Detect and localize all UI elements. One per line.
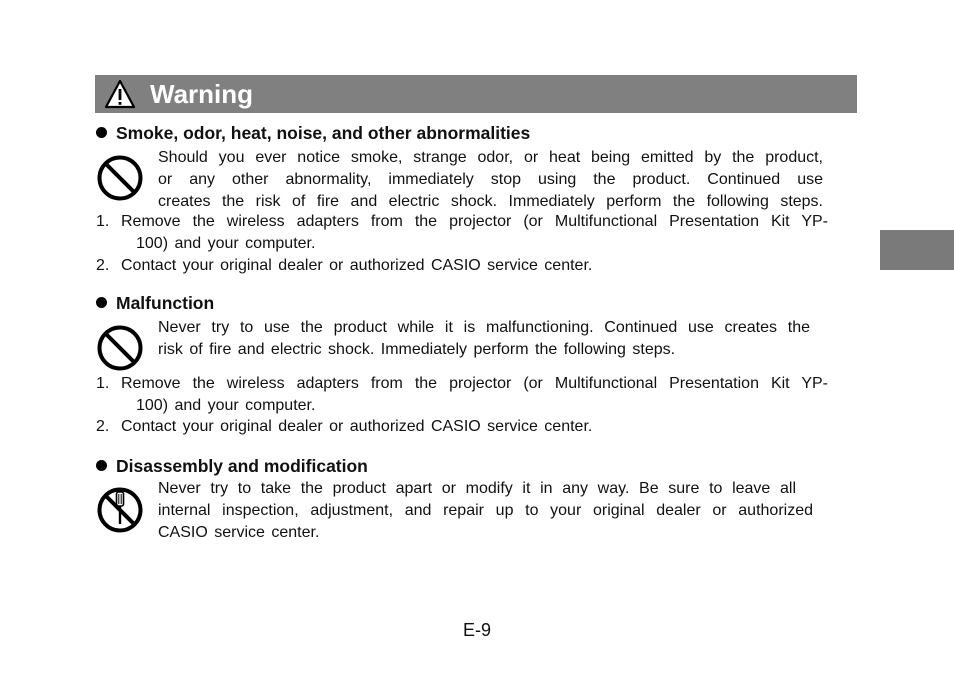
banner-title: Warning [150, 79, 254, 109]
section-paragraph-abnormalities [158, 147, 823, 213]
step-item [96, 416, 828, 438]
step-line: Remove the wireless adapters from the projector (or Multifunctional Presentation Kit YP- [121, 375, 828, 392]
paragraph-line: internal inspection, adjustment, and repair up to your original dealer or authorized [158, 502, 813, 519]
step-number: 1. [96, 213, 110, 230]
paragraph-line: creates the risk of fire and electric shock. Immediately perform the following steps. [158, 193, 823, 210]
warning-triangle-icon [104, 79, 136, 109]
warning-banner [95, 75, 857, 113]
heading-text: Malfunction [116, 293, 215, 313]
paragraph-line: Never try to take the product apart or modify it in any way. Be sure to leave all [158, 480, 796, 497]
section-paragraph-disassembly [158, 478, 813, 544]
section-heading-disassembly [96, 455, 368, 477]
paragraph-line: CASIO service center. [158, 524, 320, 541]
step-number: 1. [96, 375, 110, 392]
step-line: Remove the wireless adapters from the projector (or Multifunctional Presentation Kit YP- [121, 213, 828, 230]
bullet-icon [96, 127, 107, 138]
bullet-icon [96, 460, 107, 471]
step-item [96, 255, 828, 277]
step-number: 2. [96, 418, 110, 435]
paragraph-line: Never try to use the product while it is malfunctioning. Continued use creates the [158, 319, 810, 336]
step-number: 2. [96, 257, 110, 274]
prohibition-icon [96, 324, 144, 372]
section-heading-abnormalities [96, 122, 530, 144]
section-tab-marker [880, 230, 954, 270]
page-number: E-9 [462, 620, 491, 640]
step-item [96, 373, 828, 417]
step-item [96, 211, 828, 255]
paragraph-line: Should you ever notice smoke, strange odor, or heat being emitted by the product, [158, 149, 823, 166]
step-line: 100) and your computer. [136, 397, 316, 414]
section-heading-malfunction [96, 292, 214, 314]
prohibition-icon [96, 154, 144, 202]
no-disassembly-icon [96, 486, 144, 534]
heading-text: Disassembly and modification [116, 456, 368, 476]
heading-text: Smoke, odor, heat, noise, and other abnormalities [116, 123, 531, 143]
bullet-icon [96, 297, 107, 308]
step-line: 100) and your computer. [136, 235, 316, 252]
step-line: Contact your original dealer or authorized CASIO service center. [121, 418, 593, 435]
paragraph-line: or any other abnormality, immediately stop using the product. Continued use [158, 171, 823, 188]
section-paragraph-malfunction [158, 317, 810, 361]
paragraph-line: risk of fire and electric shock. Immediately perform the following steps. [158, 341, 676, 358]
step-line: Contact your original dealer or authorized CASIO service center. [121, 257, 593, 274]
